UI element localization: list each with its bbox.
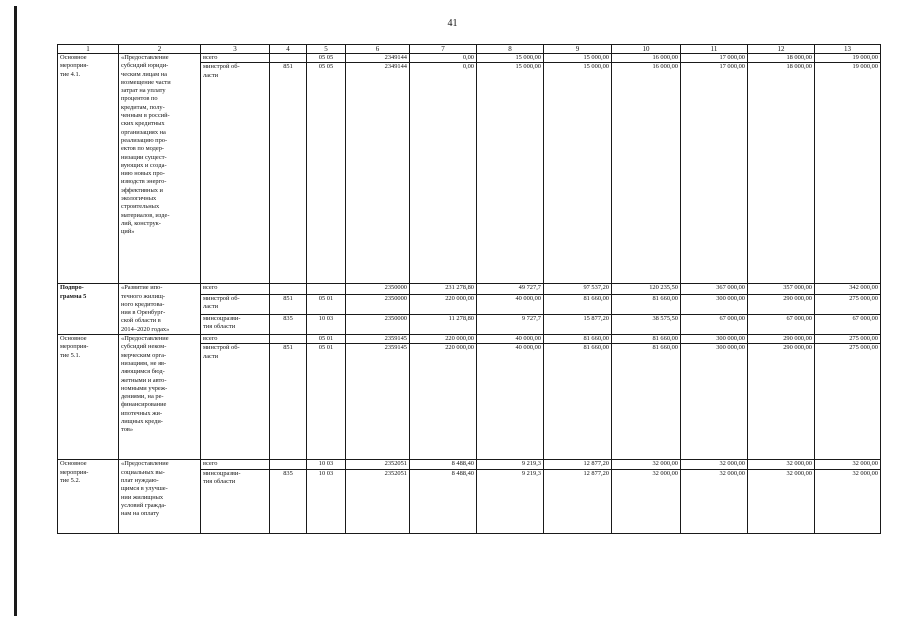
amount-cell: 9 219,3 [477,469,544,533]
amount-cell: 67 000,00 [815,314,881,334]
scan-edge-bar [14,6,17,616]
amount-cell: 275 000,00 [815,335,881,344]
code-cell: 2349144 [346,54,410,63]
amount-cell: 275 000,00 [815,344,881,460]
column-numbers-row [58,45,881,54]
executor-cell: всего [201,460,270,469]
amount-cell: 32 000,00 [681,460,748,469]
amount-cell: 220 000,00 [410,335,477,344]
executor-cell: всего [201,284,270,295]
amount-cell: 290 000,00 [748,335,815,344]
column-number: 8 [477,45,544,54]
code-cell: 2352051 [346,469,410,533]
row-group-description: «Предоставление субсидий неком- мерческим орга- низациям, не яв- ляющимся бюд- жетными и авто- номными учреж- дениями, на ре- финансирование ипотечных жи- лищных креди- тов» [119,335,201,460]
code-cell: 05 01 [307,294,346,314]
executor-cell: минстрой об- ласти [201,344,270,460]
executor-cell: всего [201,54,270,63]
amount-cell: 0,00 [410,54,477,63]
amount-cell: 357 000,00 [748,284,815,295]
code-cell: 2359145 [346,344,410,460]
code-cell: 05 05 [307,54,346,63]
code-cell: 2350000 [346,294,410,314]
code-cell: 10 03 [307,314,346,334]
amount-cell: 32 000,00 [681,469,748,533]
column-number: 5 [307,45,346,54]
amount-cell: 17 000,00 [681,54,748,63]
column-number: 6 [346,45,410,54]
code-cell: 2350000 [346,314,410,334]
code-cell: 10 03 [307,469,346,533]
column-number: 9 [544,45,612,54]
code-cell: 851 [270,344,307,460]
amount-cell: 15 000,00 [477,54,544,63]
amount-cell: 40 000,00 [477,344,544,460]
amount-cell: 81 660,00 [544,335,612,344]
code-cell [307,284,346,295]
amount-cell: 40 000,00 [477,335,544,344]
amount-cell: 32 000,00 [815,460,881,469]
row-group-label: Основное мероприя- тие 5.1. [58,335,119,460]
page-number: 41 [447,18,458,29]
amount-cell: 300 000,00 [681,335,748,344]
row-group-label: Основное мероприя- тие 5.2. [58,460,119,533]
code-cell: 851 [270,294,307,314]
code-cell [270,284,307,295]
amount-cell: 8 488,40 [410,469,477,533]
amount-cell: 231 278,80 [410,284,477,295]
row-group-description: «Развитие ипо- течного жилищ- ного кредитова- ния в Оренбург- ской области в 2014–2020 годах» [119,284,201,335]
amount-cell: 16 000,00 [612,63,681,284]
amount-cell: 15 000,00 [477,63,544,284]
amount-cell: 300 000,00 [681,294,748,314]
amount-cell: 12 877,20 [544,460,612,469]
executor-cell: всего [201,335,270,344]
code-cell: 05 01 [307,335,346,344]
amount-cell: 19 000,00 [815,63,881,284]
executor-cell: минстрой об- ласти [201,63,270,284]
code-cell: 05 01 [307,344,346,460]
amount-cell: 9 219,3 [477,460,544,469]
amount-cell: 81 660,00 [612,344,681,460]
row-group-description: «Предоставление социальных вы- плат нуждаю- щимся в улучше- нии жилищных условий гражда- нам на оплату [119,460,201,533]
column-number: 7 [410,45,477,54]
column-number: 2 [119,45,201,54]
amount-cell: 81 660,00 [612,294,681,314]
amount-cell: 67 000,00 [681,314,748,334]
code-cell: 2350000 [346,284,410,295]
column-number: 3 [201,45,270,54]
amount-cell: 342 000,00 [815,284,881,295]
executor-cell: минстрой об- ласти [201,294,270,314]
amount-cell: 32 000,00 [748,469,815,533]
amount-cell: 32 000,00 [612,469,681,533]
amount-cell: 11 278,80 [410,314,477,334]
row-group-label: Основное мероприя- тие 4.1. [58,54,119,284]
amount-cell: 220 000,00 [410,344,477,460]
amount-cell: 300 000,00 [681,344,748,460]
code-cell: 05 05 [307,63,346,284]
code-cell: 2349144 [346,63,410,284]
amount-cell: 290 000,00 [748,344,815,460]
amount-cell: 81 660,00 [612,335,681,344]
amount-cell: 220 000,00 [410,294,477,314]
amount-cell: 18 000,00 [748,54,815,63]
amount-cell: 367 000,00 [681,284,748,295]
executor-cell: минсоцразви- тия области [201,314,270,334]
amount-cell: 15 000,00 [544,54,612,63]
amount-cell: 19 000,00 [815,54,881,63]
column-number: 11 [681,45,748,54]
amount-cell: 8 488,40 [410,460,477,469]
amount-cell: 120 235,50 [612,284,681,295]
amount-cell: 16 000,00 [612,54,681,63]
code-cell: 835 [270,469,307,533]
column-number: 13 [815,45,881,54]
code-cell: 2359145 [346,335,410,344]
row-group-label: Подпро- грамма 5 [58,284,119,335]
amount-cell: 32 000,00 [612,460,681,469]
amount-cell: 15 000,00 [544,63,612,284]
amount-cell: 32 000,00 [815,469,881,533]
row-group-description: «Предоставление субсидий юриди- ческим лицам на возмещение части затрат на уплату процентов по кредитам, полу- ченным в россий- ских кредитных организациях на реализацию про- ектов по модер- низации сущест- вующих и созда- нию новых про- изводств энерго- эффективных и экологичных строительных материалов, изде- лий, конструк- ций» [119,54,201,284]
code-cell: 2352051 [346,460,410,469]
amount-cell: 38 575,50 [612,314,681,334]
amount-cell: 67 000,00 [748,314,815,334]
code-cell: 851 [270,63,307,284]
amount-cell: 49 727,7 [477,284,544,295]
amount-cell: 32 000,00 [748,460,815,469]
amount-cell: 18 000,00 [748,63,815,284]
table-row [58,54,881,63]
code-cell [270,335,307,344]
amount-cell: 15 877,20 [544,314,612,334]
column-number: 4 [270,45,307,54]
code-cell [270,54,307,63]
amount-cell: 81 660,00 [544,294,612,314]
budget-table [57,44,881,534]
code-cell: 835 [270,314,307,334]
amount-cell: 17 000,00 [681,63,748,284]
table-row [58,284,881,295]
code-cell [270,460,307,469]
column-number: 1 [58,45,119,54]
executor-cell: минсоцразви- тия области [201,469,270,533]
amount-cell: 0,00 [410,63,477,284]
column-number: 10 [612,45,681,54]
code-cell: 10 03 [307,460,346,469]
column-number: 12 [748,45,815,54]
table-row [58,335,881,344]
amount-cell: 9 727,7 [477,314,544,334]
amount-cell: 81 660,00 [544,344,612,460]
amount-cell: 290 000,00 [748,294,815,314]
amount-cell: 12 877,20 [544,469,612,533]
table-row [58,460,881,469]
amount-cell: 275 000,00 [815,294,881,314]
amount-cell: 97 537,20 [544,284,612,295]
amount-cell: 40 000,00 [477,294,544,314]
